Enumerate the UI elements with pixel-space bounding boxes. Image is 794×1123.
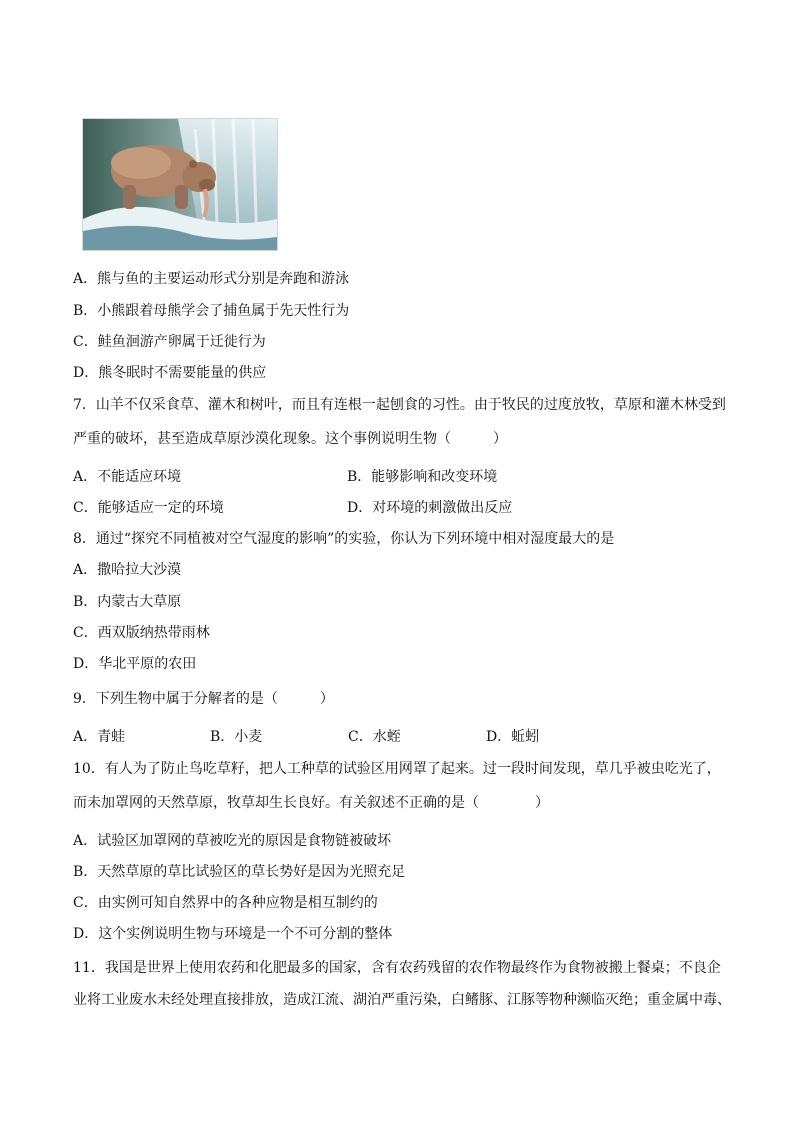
q11-stem-line2: 业将工业废水未经处理直接排放，造成江流、湖泊严重污染，白鳍豚、江豚等物种濒临灭绝；重金属中毒、 (73, 992, 731, 1008)
q10-option-d: D．这个实例说明生物与环境是一个不可分割的整体 (73, 926, 393, 942)
q8-stem: 8．通过“探究不同植被对空气湿度的影响”的实验，你认为下列环境中相对湿度最大的是 (73, 531, 615, 547)
q9-option-a: A．青蛙 (73, 729, 126, 745)
bear-catching-fish-photo (82, 118, 278, 251)
q10-option-b: B．天然草原的草比试验区的草长势好是因为光照充足 (73, 864, 406, 880)
q10-option-a: A．试验区加罩网的草被吃光的原因是食物链被破坏 (73, 833, 392, 849)
q8-option-a: A．撒哈拉大沙漠 (73, 562, 182, 578)
q8-option-d: D．华北平原的农田 (73, 656, 197, 672)
q9-option-d: D．蚯蚓 (486, 729, 540, 745)
q6-option-c: C．鲑鱼洄游产卵属于迁徙行为 (73, 334, 266, 350)
q10-option-c: C．由实例可知自然界中的各种应物是相互制约的 (73, 895, 378, 911)
q7-option-b: B．能够影响和改变环境 (347, 469, 498, 485)
q7-option-d: D．对环境的刺激做出反应 (347, 500, 513, 516)
q11-stem-line1: 11．我国是世界上使用农药和化肥最多的国家，含有农药残留的农作物最终作为食物被搬上餐桌；不良企 (73, 960, 721, 976)
q10-stem-line1: 10．有人为了防止鸟吃草籽，把人工种草的试验区用网罩了起来。过一段时间发现，草几乎被虫吃光了， (73, 761, 721, 777)
q8-option-c: C．西双版纳热带雨林 (73, 625, 210, 641)
q9-option-b: B．小麦 (210, 729, 263, 745)
q7-stem-line1: 7．山羊不仅采食草、灌木和树叶，而且有连根一起刨食的习性。由于牧民的过度放牧，草原和灌木林受到 (73, 397, 726, 413)
q6-option-a: A．熊与鱼的主要运动形式分别是奔跑和游泳 (73, 271, 350, 287)
q6-option-b: B．小熊跟着母熊学会了捕鱼属于先天性行为 (73, 303, 350, 319)
bear-waterfall-illustration (83, 119, 277, 250)
q7-stem-line2: 严重的破坏，甚至造成草原沙漠化现象。这个事例说明生物（ ） (73, 431, 507, 447)
q7-option-c: C．能够适应一定的环境 (73, 500, 224, 516)
q8-option-b: B．内蒙古大草原 (73, 594, 182, 610)
q9-option-c: C．水蛭 (348, 729, 401, 745)
q7-option-a: A．不能适应环境 (73, 469, 182, 485)
q9-stem: 9．下列生物中属于分解者的是（ ） (73, 691, 334, 707)
q6-option-d: D．熊冬眠时不需要能量的供应 (73, 365, 267, 381)
q10-stem-line2: 而未加罩网的天然草原，牧草却生长良好。有关叙述不正确的是（ ） (73, 795, 549, 811)
